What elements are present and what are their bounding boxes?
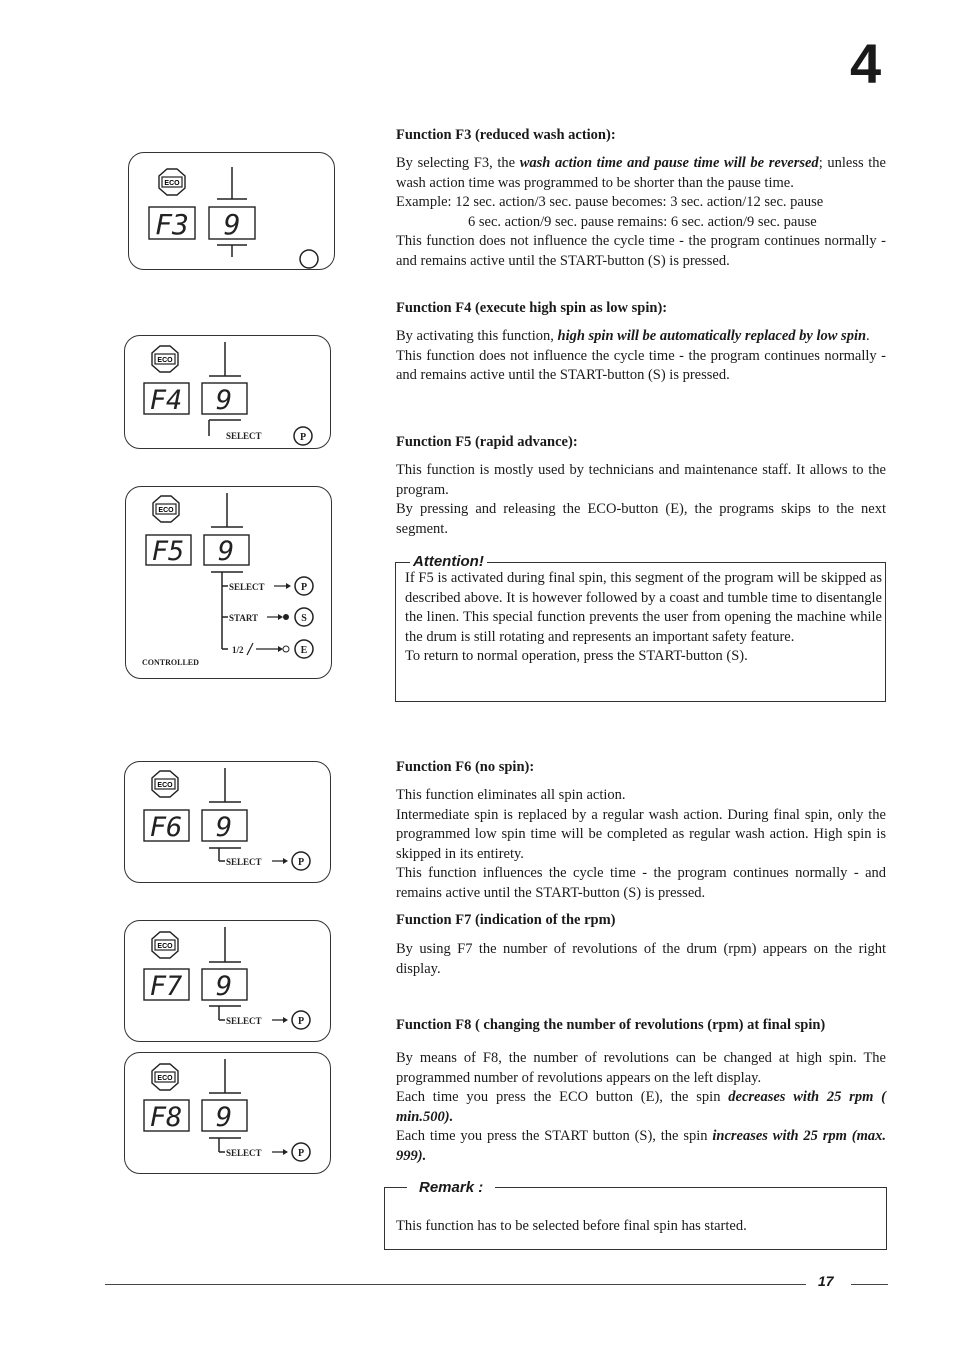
svg-text:P: P	[300, 582, 308, 593]
svg-text:P: P	[299, 432, 307, 443]
select-label: SELECT	[226, 431, 262, 441]
svg-text:ECO: ECO	[164, 180, 180, 187]
chapter-number: 4	[850, 32, 882, 95]
right-display-value: 9	[215, 812, 233, 843]
svg-text:E: E	[300, 645, 308, 656]
display-panel-f8	[124, 1052, 331, 1174]
attention-text: If F5 is activated during final spin, this segment of the program will be skipped as described above. It is however followed by a coast and tumble time to disentangle the linen. This special function prevents the user from opening the machine while the drum is still rotating and represents an important safety feature. To return to normal operation, press the START-button (S).	[405, 570, 882, 664]
f4-heading: Function F4 (execute high spin as low spin):	[396, 300, 668, 316]
f8-heading: Function F8 ( changing the number of revolutions (rpm) at final spin)	[396, 1017, 826, 1033]
right-display-value: 9	[215, 1102, 233, 1133]
right-display-value: 9	[215, 385, 233, 416]
eco-icon	[152, 346, 178, 372]
svg-text:ECO: ECO	[157, 782, 173, 789]
f4-text: By activating this function, high spin will be automatically replaced by low spin. This function does not influence the cycle time - the program continues normally - and remains active until the START-button (S) is pressed.	[396, 328, 886, 383]
select-label: SELECT	[229, 582, 265, 592]
display-panel-f3	[128, 152, 335, 270]
start-label: START	[229, 613, 259, 623]
f7-text: By using F7 the number of revolutions of the drum (rpm) appears on the right display.	[396, 941, 886, 977]
attention-title: Attention!	[410, 553, 487, 571]
f5-heading: Function F5 (rapid advance):	[396, 434, 578, 450]
eco-icon	[152, 771, 178, 797]
svg-text:ECO: ECO	[157, 357, 173, 364]
f7-heading: Function F7 (indication of the rpm)	[396, 912, 616, 928]
svg-text:S: S	[301, 613, 307, 624]
left-display-value: F7	[149, 971, 183, 1002]
left-display-value: F6	[149, 812, 183, 843]
controlled-label: CONTROLLED	[142, 658, 199, 667]
remark-title: Remark :	[407, 1179, 495, 1197]
eco-icon	[152, 932, 178, 958]
f3-heading: Function F3 (reduced wash action):	[396, 127, 616, 143]
right-display-value: 9	[215, 971, 233, 1002]
display-panel-f6	[124, 761, 331, 883]
f6-text: This function eliminates all spin action. Intermediate spin is replaced by a regular wash action. During final spin, only the programmed low spin time will be completed as regular wash action. High spin is skipped in its entirety. This function influences the cycle time - the program continues normally - and remains active until the START-button (S) is pressed.	[396, 787, 886, 901]
eco-icon	[152, 1064, 178, 1090]
right-display-value: 9	[223, 208, 241, 241]
svg-text:ECO: ECO	[158, 507, 174, 514]
remark-box	[384, 1179, 887, 1250]
svg-text:ECO: ECO	[157, 1075, 173, 1082]
svg-text:P: P	[297, 1016, 305, 1027]
select-label: SELECT	[226, 1016, 262, 1026]
remark-text: This function has to be selected before final spin has started.	[396, 1218, 747, 1234]
right-display-value: 9	[217, 536, 235, 567]
half-load-label: 1/2	[232, 645, 244, 655]
page-number: 17	[818, 1273, 834, 1289]
f5-text: This function is mostly used by technicians and maintenance staff. It allows to the program. By pressing and releasing the ECO-button (E), the programs skips to the next segment.	[396, 462, 886, 537]
footer-rule-right	[851, 1284, 888, 1285]
eco-icon	[159, 169, 185, 195]
svg-text:P: P	[297, 857, 305, 868]
display-panel-f7	[124, 920, 331, 1042]
eco-icon	[153, 496, 179, 522]
left-display-value: F4	[149, 385, 183, 416]
svg-text:ECO: ECO	[157, 943, 173, 950]
select-label: SELECT	[226, 1148, 262, 1158]
f6-heading: Function F6 (no spin):	[396, 759, 535, 775]
left-display-value: F3	[155, 208, 189, 241]
display-panel-f4	[124, 335, 331, 449]
svg-text:P: P	[297, 1148, 305, 1159]
footer-rule-left	[105, 1284, 806, 1285]
select-label: SELECT	[226, 857, 262, 867]
left-display-value: F5	[151, 536, 185, 567]
f3-text: By selecting F3, the wash action time and pause time will be reversed; unless the wash action time was programmed to be shorter than the pause time. Example: 12 sec. action/3 sec. pause becomes: 3 sec. action/12 sec. pause 6 sec. action/9 sec. pause remains: 6 sec. action/9 sec. pause This function does not influence the cycle time - the program continues normally - and remains active until the START-button (S) is pressed.	[396, 155, 886, 269]
display-panel-f5	[125, 486, 332, 679]
p-button-icon	[300, 250, 318, 268]
f8-text: By means of F8, the number of revolutions can be changed at high spin. The programmed number of revolutions appears on the left display. Each time you press the ECO button (E), the spin decreases with 25 rpm ( min.500). Each time you press the START button (S), the spin increases with 25 rpm (max. 999).	[396, 1050, 887, 1164]
attention-box	[395, 553, 886, 702]
left-display-value: F8	[149, 1102, 183, 1133]
